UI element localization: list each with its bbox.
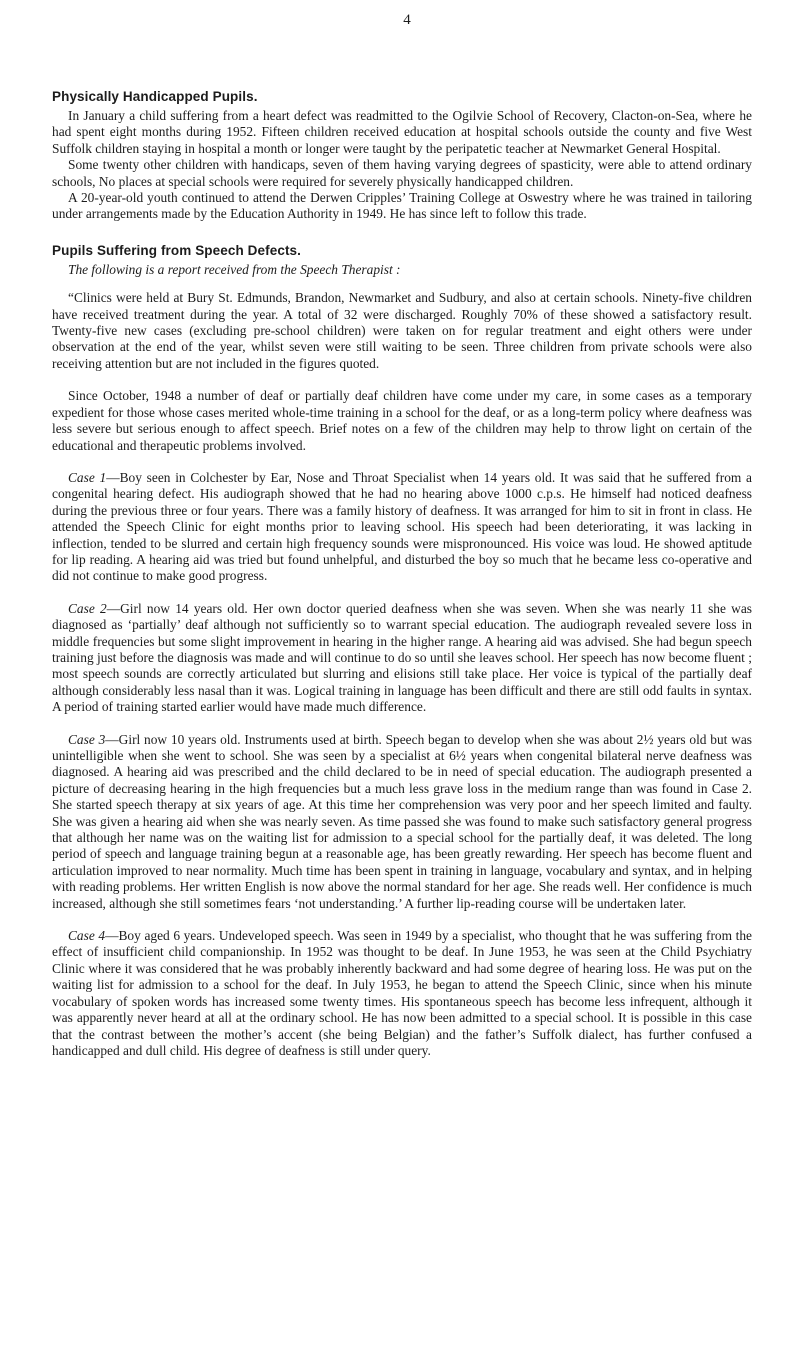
case-paragraph <box>52 601 752 716</box>
document-page <box>52 12 752 1059</box>
section-heading-physically-handicapped: Physically Handicapped Pupils. <box>52 89 258 104</box>
paragraph: “Clinics were held at Bury St. Edmunds, Brandon, Newmarket and Sudbury, and also at certain schools. Ninety-five children have received treatment during the year. A total of 32 were discharged. Roughly 70% of these showed a satisfactory result. Twenty-five new cases (excluding pre-school children) were taken on for regular treatment and eight others were under observation at the end of the year, whilst seven were still waiting to be seen. Three children from private schools were also receiving attention but are not included in the figures quoted. <box>52 290 752 371</box>
case-label: Case 2 <box>68 600 107 616</box>
section-heading-speech-defects: Pupils Suffering from Speech Defects. <box>52 242 302 258</box>
paragraph: Some twenty other children with handicaps, seven of them having varying degrees of spasticity, were able to attend ordinary schools, No places at special schools were required for severely physically handicapped children. <box>52 157 752 189</box>
case-text: —Girl now 10 years old. Instruments used at birth. Speech began to develop when she was about 2½ years old but was unintelligible when she went to school. She was seen by a specialist at 6½ years when congenital bilateral nerve deafness was diagnosed. A hearing aid was prescribed and the child declared to be in need of special education. The audiograph presented a picture of decreasing hearing in the high frequencies but a much less grave loss in the medium range than was found in Case 2. She started speech therapy at six years of age. At this time her comprehension was very poor and her speech limited and faulty. She was given a hearing aid when she was nearly seven. As time passed she was found to make such satisfactory general progress that although her name was on the waiting list for admission to a special school for the partially deaf, it was deleted. The long period of speech and language training begun at a reasonable age, has been greatly rewarding. Her speech has become fluent and articulation improved to near normality. Much time has been spent in training in language, vocabulary and syntax, and in helping with reading problems. Her written English is now above the normal standard for her age. She reads well. Her confidence is much increased, although she still sometimes fears ‘not understanding.’ A further lip-reading course will be undertaken later. <box>52 731 752 911</box>
case-paragraph <box>52 732 752 912</box>
case-label: Case 1 <box>68 469 107 485</box>
page-number: 4 <box>403 12 411 28</box>
case-label: Case 4 <box>68 928 106 944</box>
case-text: —Girl now 14 years old. Her own doctor queried deafness when she was seven. When she was nearly 11 she was diagnosed as ‘partially’ deaf although not sufficiently so to warrant special education. The audiograph revealed severe loss in middle frequencies but some slight improvement in hearing in the higher range. A hearing aid was advised. She had begun speech training just before the diagnosis was made and will continue to do so until she leaves school. Her speech has now become fluent ; most speech sounds are correctly articulated but slurring and elisions still take place. Her voice is typical of the partially deaf although considerably less nasal than it was. Logical training in language has been difficult and there are still odd faults in syntax. A period of training started earlier would have made much difference. <box>52 600 753 715</box>
paragraph: In January a child suffering from a heart defect was readmitted to the Ogilvie School of Recovery, Clacton-on-Sea, where he had spent eight months during 1952. Fifteen children received education at hospital schools outside the county and five West Suffolk children staying in hospital a month or longer were taught by the peripatetic teacher at Newmarket General Hospital. <box>52 108 752 156</box>
case-text: —Boy aged 6 years. Undeveloped speech. Was seen in 1949 by a specialist, who thought that he was suffering from the effect of insufficient child companionship. In 1952 was thought to be deaf. In June 1953, he was seen at the Child Psychiatry Clinic where it was considered that he was probably inherently backward and had some degree of hearing loss. He was put on the waiting list for admission to a school for the deaf. In July 1953, he began to attend the Speech Clinic, since when his minute vocabulary of spoken words has increased some twenty times. His spontaneous speech has become less infrequent, although it was apparently never heard at all at the ordinary school. He has now been admitted to a special school. It is possible in this case that the contrast between the mother’s accent (she being Belgian) and the father’s Suffolk dialect, has further confused a handicapped and dull child. His degree of deafness is still under query. <box>52 928 752 1058</box>
case-text: —Boy seen in Colchester by Ear, Nose and Throat Specialist when 14 years old. It was said that he suffered from a congenital hearing defect. His audiograph showed that he had no hearing above 1000 c.p.s. He himself had noticed deafness during the previous three or four years. There was a family history of deafness. It was arranged for him to sit in front in class. He attended the Speech Clinic for eight months prior to leaving school. His speech had been deteriorating, it was lacking in inflection, tended to be slurred and certain high frequency sounds were mispronounced. His voice was loud. He showed aptitude for lip reading. A hearing aid was tried but found unhelpful, and disturbed the boy so much that he became less co-operative and did not continue to make good progress. <box>52 469 752 584</box>
report-intro: The following is a report received from the Speech Therapist : <box>68 261 401 277</box>
paragraph: A 20-year-old youth continued to attend the Derwen Cripples’ Training College at Oswestry where he was trained in tailoring under arrangements made by the Education Authority in 1949. He has since left to follow this trade. <box>52 190 752 222</box>
paragraph: Since October, 1948 a number of deaf or partially deaf children have come under my care, in some cases as a temporary expedient for those whose cases merited whole-time training in a school for the deaf, or as a long-term policy where deafness was less severe but serious enough to affect speech. Brief notes on a few of the children may help to throw light on certain of the educational and therapeutic problems involved. <box>52 388 752 453</box>
case-paragraph <box>52 470 752 585</box>
case-paragraph <box>52 928 752 1059</box>
case-label: Case 3 <box>68 731 106 747</box>
